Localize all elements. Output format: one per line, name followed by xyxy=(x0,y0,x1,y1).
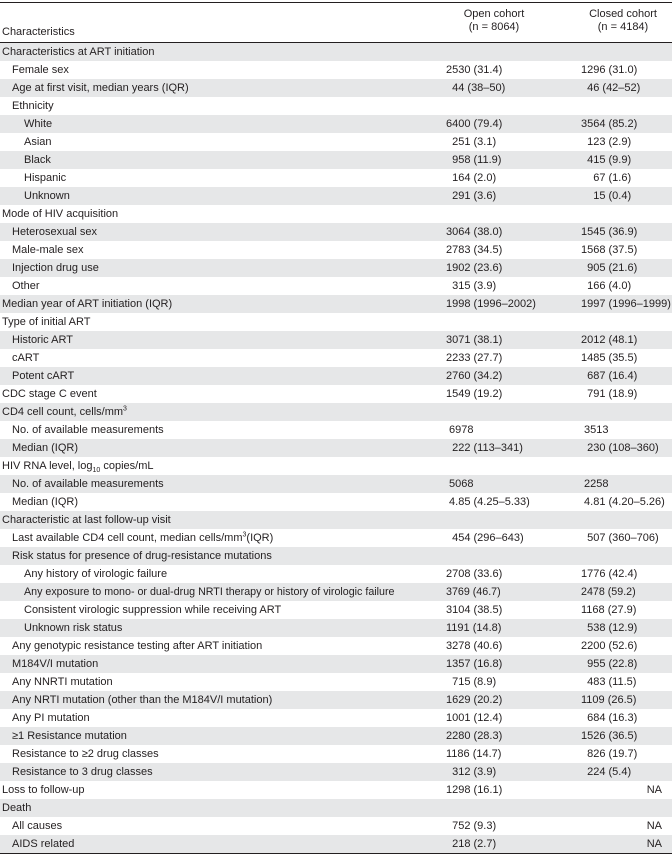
table-row xyxy=(0,133,672,151)
row-label-text: Type of initial ART xyxy=(2,316,91,328)
table-row xyxy=(0,655,672,673)
closed-cohort-value: 46 (42–52) xyxy=(581,82,641,94)
row-label-text: Age at first visit, median years (IQR) xyxy=(12,82,189,94)
closed-cohort-value: 905 (21.6) xyxy=(581,262,638,274)
row-label xyxy=(24,151,51,169)
table-row xyxy=(0,457,672,475)
closed-cohort-value: 684 (16.3) xyxy=(581,712,638,724)
open-cohort-value: 1629 (20.2) xyxy=(446,694,503,706)
row-label xyxy=(12,673,113,691)
row-label-text: Median (IQR) xyxy=(12,496,79,508)
row-label xyxy=(12,439,78,457)
closed-cohort-value: 1568 (37.5) xyxy=(581,244,638,256)
closed-cohort-value: 123 (2.9) xyxy=(581,136,632,148)
row-label-text: Asian xyxy=(24,136,52,148)
row-label-text: Unknown risk status xyxy=(24,622,123,634)
row-label-text: AIDS related xyxy=(12,838,75,850)
table-row xyxy=(0,385,672,403)
closed-cohort-n: (n = 4184) xyxy=(597,21,649,33)
row-label-text: Resistance to 3 drug classes xyxy=(12,766,153,778)
open-cohort-value: 2530 (31.4) xyxy=(446,64,503,76)
table-row xyxy=(0,79,672,97)
characteristics-header: Characteristics xyxy=(2,26,75,38)
table-body xyxy=(0,43,672,853)
row-label-text: No. of available measurements xyxy=(12,478,164,490)
open-cohort-n: (n = 8064) xyxy=(468,21,520,33)
row-label xyxy=(12,709,90,727)
table-row xyxy=(0,313,672,331)
row-label xyxy=(24,187,70,205)
open-cohort-value: 2233 (27.7) xyxy=(446,352,503,364)
row-label-text: CD4 cell count, cells/mm xyxy=(2,406,124,418)
row-label xyxy=(12,421,164,439)
table-row xyxy=(0,439,672,457)
row-label xyxy=(2,295,172,313)
closed-cohort-value: 791 (18.9) xyxy=(581,388,638,400)
row-label xyxy=(12,727,127,745)
table-row xyxy=(0,241,672,259)
row-label-text: Loss to follow-up xyxy=(2,784,85,796)
row-label xyxy=(12,475,164,493)
row-label-text: White xyxy=(24,118,53,130)
row-label xyxy=(12,763,153,781)
table-row xyxy=(0,403,672,421)
row-label xyxy=(12,529,273,547)
table-row xyxy=(0,799,672,817)
closed-cohort-value: 826 (19.7) xyxy=(581,748,638,760)
row-label xyxy=(12,331,73,349)
closed-cohort-value: 1545 (36.9) xyxy=(581,226,638,238)
row-label-text: Median year of ART initiation (IQR) xyxy=(2,298,173,310)
closed-cohort-value: 1776 (42.4) xyxy=(581,568,638,580)
row-label-text: Historic ART xyxy=(12,334,73,346)
row-label-text: Ethnicity xyxy=(12,100,54,112)
row-label-text: Potent cART xyxy=(12,370,75,382)
table-row xyxy=(0,781,672,799)
closed-cohort-value: 2478 (59.2) xyxy=(581,586,636,598)
open-cohort-value: 291 (3.6) xyxy=(446,190,497,202)
closed-cohort-value: 1168 (27.9) xyxy=(581,604,637,616)
open-cohort-value: 5068 xyxy=(446,478,474,490)
closed-cohort-value: NA xyxy=(646,820,662,832)
table-row xyxy=(0,367,672,385)
row-label xyxy=(12,835,74,853)
closed-cohort-value: 687 (16.4) xyxy=(581,370,638,382)
row-label-text: HIV RNA level, log xyxy=(2,460,93,472)
row-label-text: Mode of HIV acquisition xyxy=(2,208,119,220)
row-label-text: Consistent virologic suppression while receiving ART xyxy=(24,604,282,616)
closed-cohort-value: 3513 xyxy=(581,424,609,436)
table-row xyxy=(0,169,672,187)
closed-cohort-value: NA xyxy=(646,784,662,796)
open-cohort-header xyxy=(446,8,542,34)
row-label xyxy=(12,349,39,367)
table-row xyxy=(0,619,672,637)
closed-cohort-value: 166 (4.0) xyxy=(581,280,632,292)
open-cohort-value: 1191 (14.8) xyxy=(446,622,502,634)
row-label xyxy=(2,457,153,475)
open-cohort-value: 454 (296–643) xyxy=(446,532,524,544)
row-label xyxy=(12,745,159,763)
closed-cohort-value: 1109 (26.5) xyxy=(581,694,637,706)
row-label-text: Any exposure to mono- or dual-drug NRTI therapy or history of virologic failure xyxy=(24,586,395,598)
row-label-text: Death xyxy=(2,802,32,814)
row-label xyxy=(12,655,98,673)
row-label xyxy=(24,115,52,133)
table-row xyxy=(0,421,672,439)
table-row xyxy=(0,691,672,709)
closed-cohort-value: 483 (11.5) xyxy=(581,676,637,688)
row-label-text: Any genotypic resistance testing after ART initiation xyxy=(12,640,263,652)
closed-cohort-value: 230 (108–360) xyxy=(581,442,659,454)
row-label-text: Male-male sex xyxy=(12,244,84,256)
table-row xyxy=(0,151,672,169)
closed-cohort-value: 2200 (52.6) xyxy=(581,640,638,652)
table-row xyxy=(0,295,672,313)
table-row xyxy=(0,817,672,835)
row-label-text: Any NRTI mutation (other than the M184V/I mutation) xyxy=(12,694,273,706)
row-label-text: Risk status for presence of drug-resistance mutations xyxy=(12,550,272,562)
closed-cohort-header xyxy=(574,8,672,34)
table-row xyxy=(0,637,672,655)
table-row xyxy=(0,727,672,745)
table-row xyxy=(0,223,672,241)
row-label-text: Any PI mutation xyxy=(12,712,90,724)
row-label xyxy=(24,619,122,637)
open-cohort-value: 3071 (38.1) xyxy=(446,334,503,346)
open-cohort-value: 3064 (38.0) xyxy=(446,226,503,238)
table-row xyxy=(0,205,672,223)
row-label xyxy=(2,781,85,799)
open-cohort-value: 958 (11.9) xyxy=(446,154,502,166)
row-label-text: CDC stage C event xyxy=(2,388,97,400)
row-label-text: Unknown xyxy=(24,190,70,202)
closed-cohort-value: 507 (360–706) xyxy=(581,532,659,544)
open-cohort-value: 222 (113–341) xyxy=(446,442,523,454)
row-label-text: Resistance to ≥2 drug classes xyxy=(12,748,159,760)
closed-cohort-value: 538 (12.9) xyxy=(581,622,638,634)
row-label xyxy=(2,799,31,817)
row-label xyxy=(24,133,52,151)
table-bottom-rule xyxy=(0,853,672,854)
closed-cohort-value: 1997 (1996–1999) xyxy=(581,298,671,310)
row-label-text: Characteristics at ART initiation xyxy=(2,46,155,58)
table-row xyxy=(0,349,672,367)
row-label xyxy=(12,637,262,655)
open-cohort-value: 1549 (19.2) xyxy=(446,388,503,400)
row-label-text: Characteristic at last follow-up visit xyxy=(2,514,171,526)
row-label-text: Hispanic xyxy=(24,172,67,184)
open-cohort-title: Open cohort xyxy=(463,8,525,20)
table-row xyxy=(0,583,672,601)
row-label-text: Median (IQR) xyxy=(12,442,79,454)
closed-cohort-value: 1485 (35.5) xyxy=(581,352,638,364)
row-label-text: Injection drug use xyxy=(12,262,99,274)
open-cohort-value: 3769 (46.7) xyxy=(446,586,501,598)
table-row xyxy=(0,565,672,583)
open-cohort-value: 44 (38–50) xyxy=(446,82,506,94)
closed-cohort-value: 224 (5.4) xyxy=(581,766,632,778)
row-label xyxy=(12,259,99,277)
row-label xyxy=(2,313,90,331)
closed-cohort-value: 2012 (48.1) xyxy=(581,334,638,346)
row-label-suffix: copies/mL xyxy=(100,460,154,472)
open-cohort-value: 4.85 (4.25–5.33) xyxy=(446,496,530,508)
row-label-text: Last available CD4 cell count, median cells/mm xyxy=(12,532,243,544)
open-cohort-value: 1998 (1996–2002) xyxy=(446,298,536,310)
table-row xyxy=(0,529,672,547)
open-cohort-value: 715 (8.9) xyxy=(446,676,497,688)
table-row xyxy=(0,835,672,853)
table-row xyxy=(0,547,672,565)
closed-cohort-value: 15 (0.4) xyxy=(581,190,632,202)
row-label xyxy=(24,565,167,583)
table-row xyxy=(0,511,672,529)
open-cohort-value: 2280 (28.3) xyxy=(446,730,503,742)
row-label-text: cART xyxy=(12,352,40,364)
closed-cohort-value: 3564 (85.2) xyxy=(581,118,638,130)
open-cohort-value: 6400 (79.4) xyxy=(446,118,503,130)
row-label-text: Heterosexual sex xyxy=(12,226,97,238)
row-label-text: Female sex xyxy=(12,64,69,76)
table-row xyxy=(0,601,672,619)
table-row xyxy=(0,187,672,205)
open-cohort-value: 1298 (16.1) xyxy=(446,784,503,796)
closed-cohort-value: 67 (1.6) xyxy=(581,172,632,184)
closed-cohort-value: 415 (9.9) xyxy=(581,154,632,166)
table-row xyxy=(0,97,672,115)
row-label xyxy=(12,367,74,385)
table-row xyxy=(0,745,672,763)
open-cohort-value: 1902 (23.6) xyxy=(446,262,503,274)
row-label xyxy=(12,493,78,511)
table-row xyxy=(0,709,672,727)
row-label-text: No. of available measurements xyxy=(12,424,164,436)
row-label-text: Any NNRTI mutation xyxy=(12,676,113,688)
closed-cohort-title: Closed cohort xyxy=(589,8,657,20)
row-label xyxy=(12,691,272,709)
open-cohort-value: 2783 (34.5) xyxy=(446,244,503,256)
row-label-text: Other xyxy=(12,280,40,292)
table-row xyxy=(0,61,672,79)
row-label-text: M184V/I mutation xyxy=(12,658,99,670)
closed-cohort-value: 955 (22.8) xyxy=(581,658,638,670)
closed-cohort-value: NA xyxy=(646,838,662,850)
open-cohort-value: 1357 (16.8) xyxy=(446,658,503,670)
row-label xyxy=(12,547,272,565)
row-label-text: Any history of virologic failure xyxy=(24,568,168,580)
row-label xyxy=(12,79,189,97)
open-cohort-value: 251 (3.1) xyxy=(446,136,497,148)
table-row xyxy=(0,331,672,349)
row-label xyxy=(12,61,69,79)
closed-cohort-value: 4.81 (4.20–5.26) xyxy=(581,496,665,508)
open-cohort-value: 1001 (12.4) xyxy=(446,712,503,724)
unit-superscript: 3 xyxy=(242,531,247,539)
row-label xyxy=(2,511,171,529)
row-label-text: ≥1 Resistance mutation xyxy=(12,730,127,742)
row-label xyxy=(12,817,62,835)
row-label xyxy=(12,97,54,115)
row-label xyxy=(12,223,97,241)
open-cohort-value: 6978 xyxy=(446,424,474,436)
table-row xyxy=(0,115,672,133)
open-cohort-value: 3104 (38.5) xyxy=(446,604,503,616)
table-row xyxy=(0,673,672,691)
row-label-text: Black xyxy=(24,154,51,166)
unit-subscript: 10 xyxy=(92,467,101,475)
open-cohort-value: 1186 (14.7) xyxy=(446,748,502,760)
row-label xyxy=(24,583,394,601)
table-row xyxy=(0,277,672,295)
open-cohort-value: 2760 (34.2) xyxy=(446,370,503,382)
open-cohort-value: 2708 (33.6) xyxy=(446,568,503,580)
closed-cohort-value: 1526 (36.5) xyxy=(581,730,638,742)
table-row xyxy=(0,259,672,277)
row-label xyxy=(2,205,118,223)
open-cohort-value: 164 (2.0) xyxy=(446,172,497,184)
open-cohort-value: 3278 (40.6) xyxy=(446,640,503,652)
row-label-suffix: (IQR) xyxy=(246,532,274,544)
row-label xyxy=(2,403,127,421)
row-label xyxy=(12,241,84,259)
table-row xyxy=(0,475,672,493)
row-label xyxy=(2,43,154,61)
open-cohort-value: 315 (3.9) xyxy=(446,280,497,292)
closed-cohort-value: 1296 (31.0) xyxy=(581,64,638,76)
closed-cohort-value: 2258 xyxy=(581,478,609,490)
table-row xyxy=(0,43,672,61)
row-label xyxy=(24,169,66,187)
row-label-text: All causes xyxy=(12,820,63,832)
table-row xyxy=(0,493,672,511)
unit-superscript: 3 xyxy=(123,405,127,413)
open-cohort-value: 312 (3.9) xyxy=(446,766,497,778)
open-cohort-value: 218 (2.7) xyxy=(446,838,497,850)
table-row xyxy=(0,763,672,781)
row-label xyxy=(2,385,97,403)
row-label xyxy=(24,601,281,619)
open-cohort-value: 752 (9.3) xyxy=(446,820,497,832)
row-label xyxy=(12,277,40,295)
table-top-rule xyxy=(0,2,672,3)
